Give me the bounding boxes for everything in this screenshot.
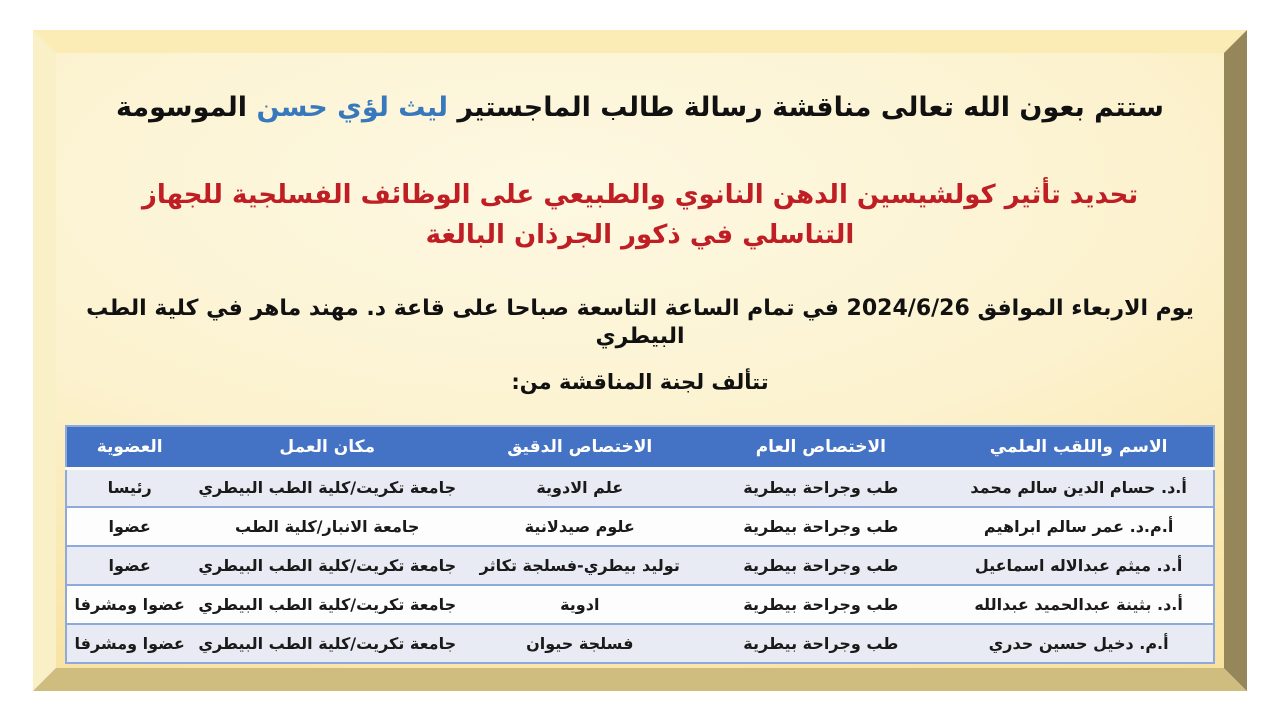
cell-specific-specialization: علم الادوية (462, 468, 697, 507)
cell-membership: عضوا (66, 546, 192, 585)
cell-workplace: جامعة تكريت/كلية الطب البيطري (192, 585, 462, 624)
intro-suffix: الموسومة (116, 92, 257, 123)
intro-line (56, 53, 1224, 125)
intro-prefix: ستتم بعون الله تعالى مناقشة رسالة طالب الماجستير (448, 92, 1164, 123)
header-workplace: مكان العمل (192, 426, 462, 468)
header-membership: العضوية (66, 426, 192, 468)
cell-name: أ.د. حسام الدين سالم محمد (944, 468, 1214, 507)
cell-membership: رئيسا (66, 468, 192, 507)
table-row (66, 546, 1214, 585)
header-general-specialization: الاختصاص العام (697, 426, 944, 468)
cell-workplace: جامعة تكريت/كلية الطب البيطري (192, 546, 462, 585)
cell-general-specialization: طب وجراحة بيطرية (697, 468, 944, 507)
cell-name: أ.م.د. عمر سالم ابراهيم (944, 507, 1214, 546)
thesis-title-line2: التناسلي في ذكور الجرذان البالغة (425, 220, 855, 250)
cell-workplace: جامعة الانبار/كلية الطب (192, 507, 462, 546)
cell-workplace: جامعة تكريت/كلية الطب البيطري (192, 468, 462, 507)
slide-content-area (56, 53, 1224, 668)
cell-general-specialization: طب وجراحة بيطرية (697, 624, 944, 663)
committee-table (65, 425, 1215, 664)
thesis-title-line1: تحديد تأثير كولشيسين الدهن النانوي والطبيعي على الوظائف الفسلجية للجهاز (141, 180, 1139, 210)
cell-workplace: جامعة تكريت/كلية الطب البيطري (192, 624, 462, 663)
cell-membership: عضوا ومشرفا (66, 585, 192, 624)
table-row (66, 507, 1214, 546)
beveled-frame (33, 30, 1247, 691)
schedule-line: يوم الاربعاء الموافق 2024/6/26 في تمام الساعة التاسعة صباحا على قاعة د. مهند ماهر في كلية الطب البيطري (86, 296, 1194, 349)
cell-name: أ.د. ميثم عبدالاله اسماعيل (944, 546, 1214, 585)
cell-general-specialization: طب وجراحة بيطرية (697, 507, 944, 546)
student-name: ليث لؤي حسن (256, 92, 449, 123)
cell-specific-specialization: فسلجة حيوان (462, 624, 697, 663)
cell-specific-specialization: علوم صيدلانية (462, 507, 697, 546)
thesis-title (56, 175, 1224, 255)
table-row (66, 624, 1214, 663)
table-row (66, 585, 1214, 624)
committee-intro: تتألف لجنة المناقشة من: (511, 370, 769, 394)
cell-general-specialization: طب وجراحة بيطرية (697, 585, 944, 624)
header-row (66, 426, 1214, 468)
header-specific-specialization: الاختصاص الدقيق (462, 426, 697, 468)
committee-table-header (66, 426, 1214, 468)
cell-general-specialization: طب وجراحة بيطرية (697, 546, 944, 585)
cell-name: أ.م. دخيل حسين حدري (944, 624, 1214, 663)
table-row (66, 468, 1214, 507)
header-name: الاسم واللقب العلمي (944, 426, 1214, 468)
cell-specific-specialization: ادوية (462, 585, 697, 624)
cell-membership: عضوا ومشرفا (66, 624, 192, 663)
committee-table-body (66, 468, 1214, 663)
cell-specific-specialization: توليد بيطري-فسلجة تكاثر (462, 546, 697, 585)
cell-membership: عضوا (66, 507, 192, 546)
cell-name: أ.د. بثينة عبدالحميد عبدالله (944, 585, 1214, 624)
